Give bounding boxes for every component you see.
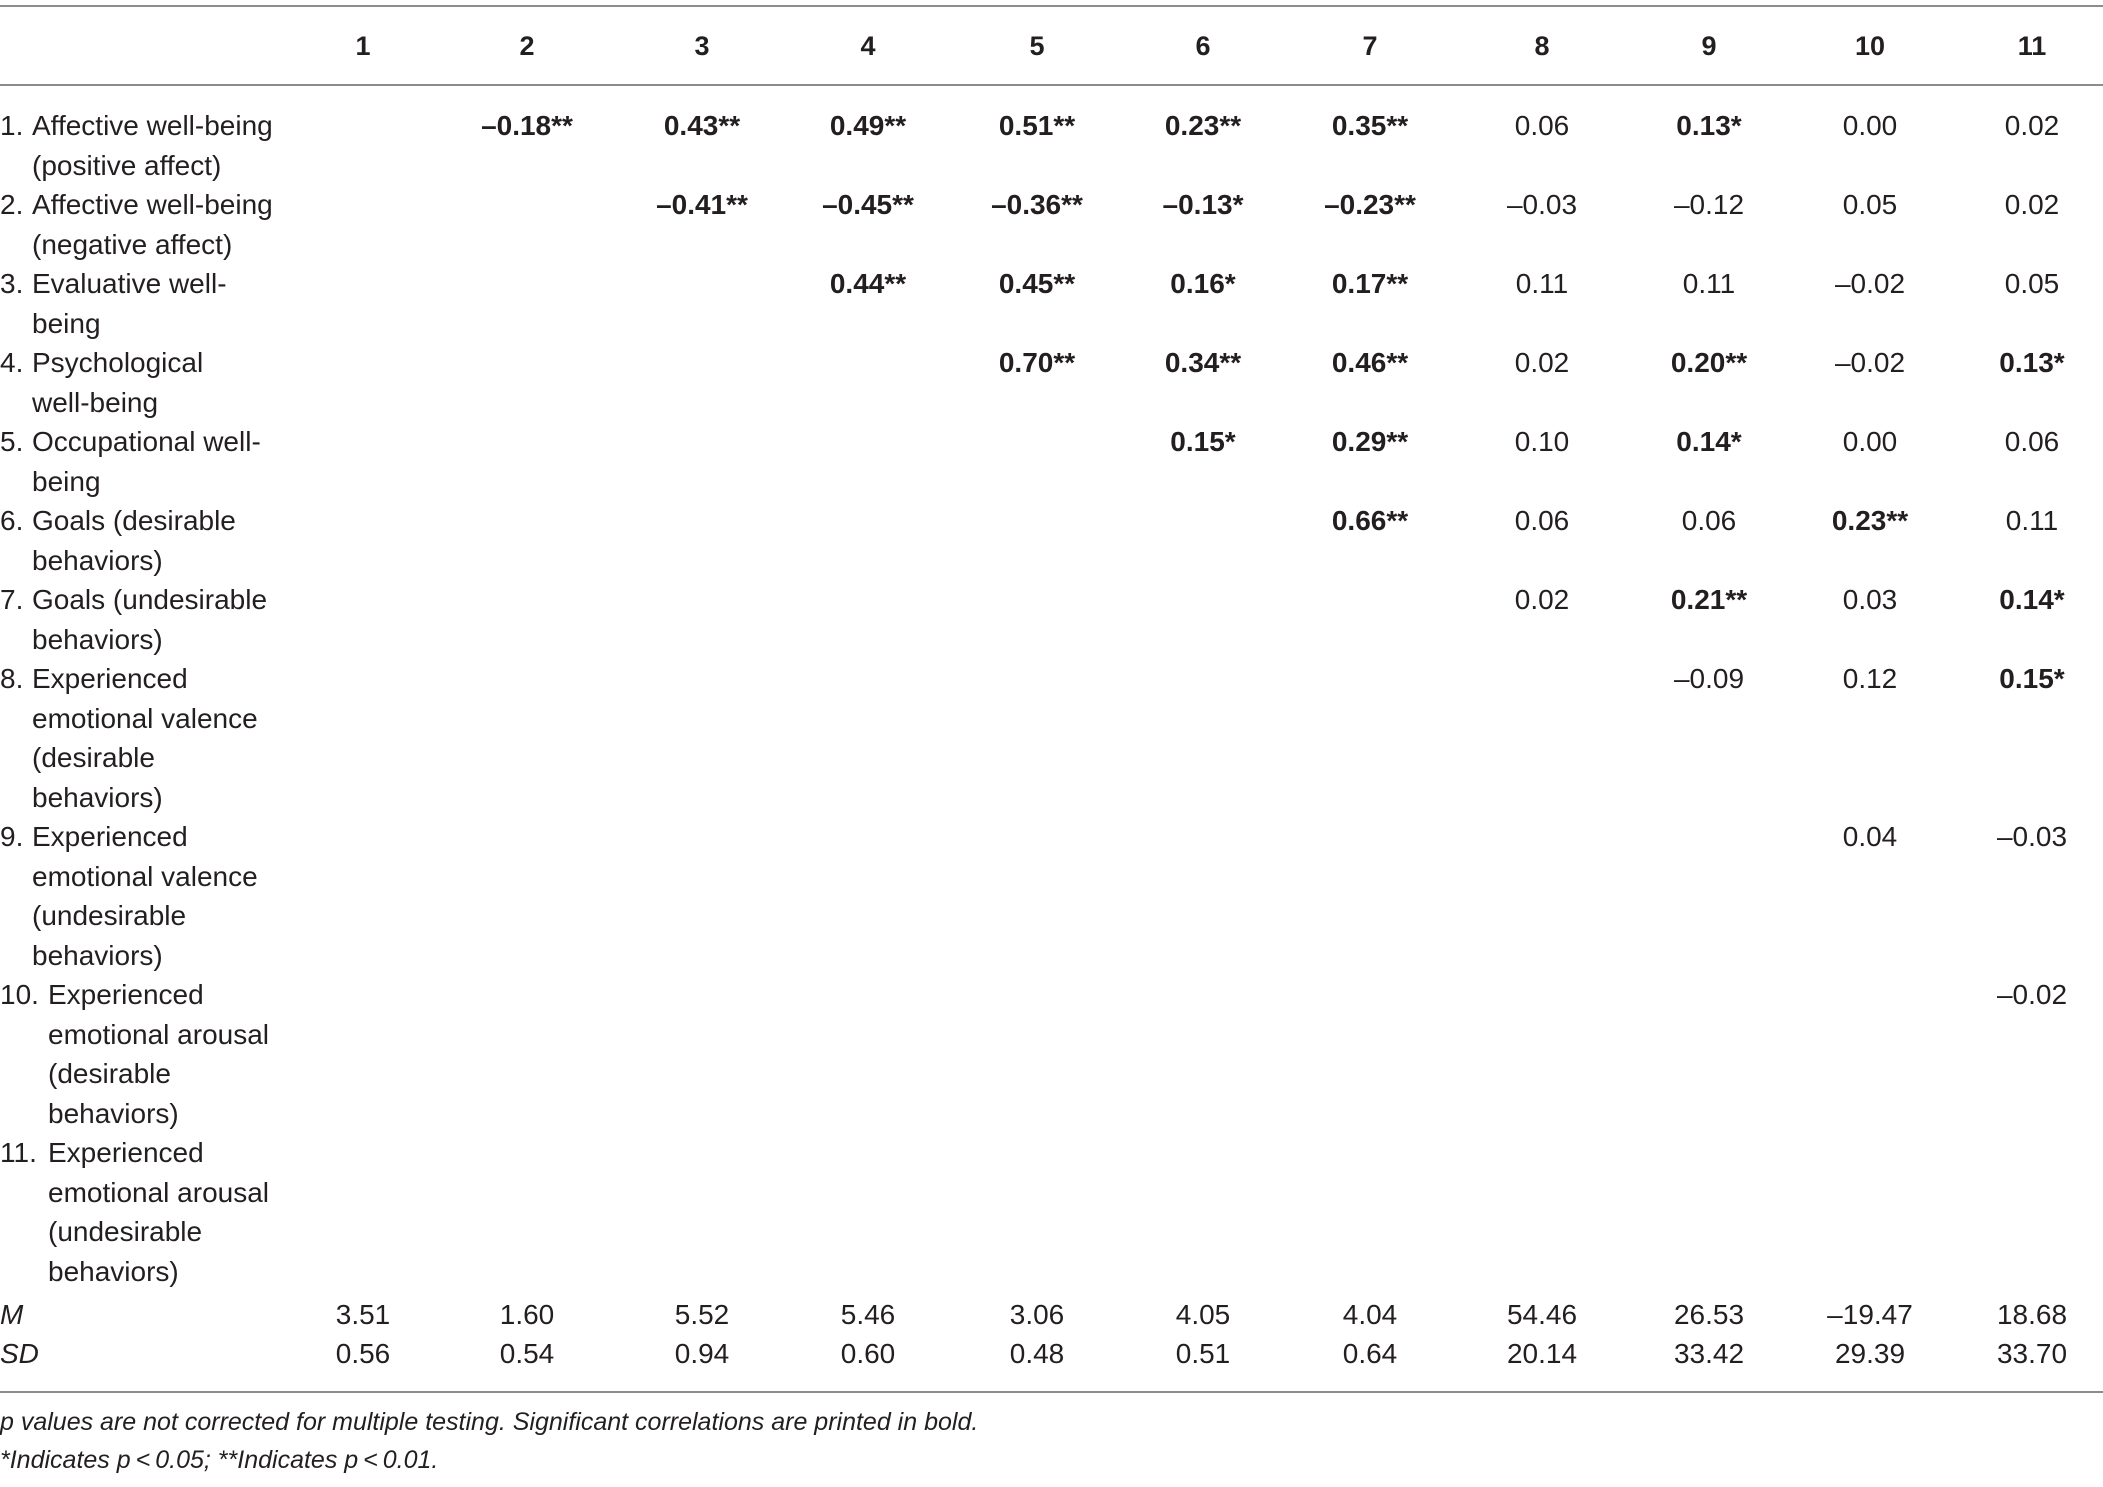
table-cell: 0.05 (1842, 189, 1898, 220)
table-cell: 0.14* (1999, 584, 2065, 615)
row-label-line (0, 620, 267, 660)
stats-cell: 54.46 (1506, 1299, 1578, 1330)
row-label-text: behaviors) (32, 939, 163, 971)
table-cell: 0.02 (1514, 347, 1570, 378)
row-label-line (0, 264, 227, 304)
row-label (0, 185, 273, 264)
table-cell: 0.13* (1999, 347, 2065, 378)
table-cell: –0.36** (991, 189, 1083, 220)
stats-cell: 0.51 (1175, 1338, 1231, 1369)
row-label-text: Affective well-being (32, 110, 273, 141)
table-cell: –0.45** (822, 189, 914, 220)
table-cell: 0.45** (998, 268, 1076, 299)
row-label-line (0, 1133, 269, 1173)
table-bottom-rule (0, 1391, 2103, 1393)
stats-cell: 4.04 (1342, 1299, 1398, 1330)
row-label-text: being (32, 465, 101, 497)
table-cell: –0.02 (1834, 268, 1906, 299)
row-label-line (0, 1054, 269, 1094)
row-label-line (0, 580, 267, 620)
stats-label: M (0, 1299, 24, 1330)
stats-cell: 5.46 (840, 1299, 896, 1330)
row-label (0, 264, 227, 343)
table-cell: 0.51** (998, 110, 1076, 141)
table-cell: 0.10 (1514, 426, 1570, 457)
row-label-line (0, 975, 269, 1015)
table-cell: 0.35** (1331, 110, 1409, 141)
stats-cell: 0.54 (499, 1338, 555, 1369)
table-cell: 0.29** (1331, 426, 1409, 457)
row-label-text: Experienced (32, 821, 188, 852)
row-label-line (0, 699, 258, 739)
table-cell: 0.21** (1670, 584, 1748, 615)
column-header-9: 9 (1701, 31, 1717, 61)
row-label-text: Experienced (48, 1137, 204, 1168)
row-label-line (0, 383, 203, 423)
row-label-line (0, 304, 227, 344)
row-label-text: Affective well-being (32, 189, 273, 220)
column-header-5: 5 (1029, 31, 1045, 61)
stats-cell: 33.42 (1673, 1338, 1745, 1369)
table-cell: –0.09 (1673, 663, 1745, 694)
table-cell: 0.16* (1170, 268, 1236, 299)
column-header-10: 10 (1854, 31, 1886, 61)
row-label-line (0, 778, 258, 818)
table-cell: 0.11 (2005, 505, 2059, 536)
table-cell: –0.41** (656, 189, 748, 220)
row-label (0, 1133, 269, 1291)
row-number: 2. (0, 189, 24, 220)
row-label (0, 659, 258, 817)
row-label-text: behaviors) (48, 1255, 179, 1287)
row-label-text: emotional arousal (48, 1176, 270, 1208)
row-label-line (0, 936, 258, 976)
row-label-line (0, 1252, 269, 1292)
stats-cell: 0.64 (1342, 1338, 1398, 1369)
table-cell: 0.20** (1670, 347, 1748, 378)
row-label-text: Evaluative well- (32, 268, 227, 299)
row-label-text: Goals (desirable (32, 505, 236, 536)
table-note-2: *Indicates p < 0.05; **Indicates p < 0.01. (0, 1446, 439, 1474)
table-cell: –0.13* (1162, 189, 1244, 220)
row-number: 4. (0, 347, 24, 378)
row-label-text: Occupational well- (32, 426, 261, 457)
row-label-line (0, 343, 203, 383)
row-label-text: (negative affect) (32, 228, 233, 260)
row-label-text: (undesirable (32, 900, 187, 932)
row-label-line (0, 422, 261, 462)
row-label-text: Psychological (32, 347, 204, 378)
table-cell: 0.34** (1164, 347, 1242, 378)
row-label-line (0, 146, 273, 186)
row-number: 7. (0, 584, 24, 615)
row-label-line (0, 106, 273, 146)
table-cell: 0.23** (1164, 110, 1242, 141)
stats-cell: 20.14 (1506, 1338, 1578, 1369)
table-top-rule (0, 5, 2103, 7)
row-label-line (0, 1094, 269, 1134)
table-cell: 0.02 (2004, 110, 2060, 141)
row-label (0, 580, 267, 659)
table-cell: 0.15* (1999, 663, 2065, 694)
table-cell: 0.44** (829, 268, 907, 299)
table-cell: –0.12 (1673, 189, 1745, 220)
row-label-line (0, 857, 258, 897)
row-label-line (0, 1015, 269, 1055)
row-label-text: (undesirable (48, 1216, 203, 1248)
row-label-line (0, 185, 273, 225)
row-label (0, 343, 203, 422)
table-cell: 0.13* (1676, 110, 1742, 141)
table-cell: 0.11 (1682, 268, 1736, 299)
row-label-text: well-being (32, 386, 159, 418)
row-label-line (0, 817, 258, 857)
row-label-text: emotional valence (32, 702, 258, 734)
stats-cell: 0.94 (674, 1338, 730, 1369)
column-header-2: 2 (519, 31, 535, 61)
column-header-8: 8 (1534, 31, 1550, 61)
row-label-line (0, 896, 258, 936)
row-label-line (0, 659, 258, 699)
table-cell: –0.02 (1996, 979, 2068, 1010)
table-cell: 0.06 (2004, 426, 2060, 457)
row-label-text: Experienced (48, 979, 204, 1010)
row-label-text: emotional arousal (48, 1018, 270, 1050)
stats-cell: 4.05 (1175, 1299, 1231, 1330)
column-header-1: 1 (355, 31, 371, 61)
row-label (0, 422, 261, 501)
stats-cell: 0.48 (1009, 1338, 1065, 1369)
row-number: 3. (0, 268, 24, 299)
row-label (0, 106, 273, 185)
column-header-11: 11 (2017, 31, 2047, 61)
table-header-rule (0, 84, 2103, 86)
row-label-text: behaviors) (48, 1097, 179, 1129)
table-cell: 0.14* (1676, 426, 1742, 457)
row-label-line (0, 501, 236, 541)
row-label-line (0, 462, 261, 502)
column-header-6: 6 (1195, 31, 1211, 61)
row-label-text: (positive affect) (32, 149, 222, 181)
stats-cell: 33.70 (1996, 1338, 2068, 1369)
row-label (0, 817, 258, 975)
table-cell: –0.03 (1506, 189, 1578, 220)
row-label-line (0, 225, 273, 265)
row-number: 10. (0, 979, 39, 1010)
row-label-text: Experienced (32, 663, 188, 694)
row-label-line (0, 1173, 269, 1213)
stats-cell: 29.39 (1834, 1338, 1906, 1369)
column-header-7: 7 (1362, 31, 1378, 61)
row-label (0, 501, 236, 580)
stats-cell: 3.51 (335, 1299, 391, 1330)
table-cell: 0.02 (1514, 584, 1570, 615)
table-cell: 0.23** (1831, 505, 1909, 536)
row-label-text: (desirable (48, 1058, 171, 1090)
row-number: 1. (0, 110, 24, 141)
table-cell: 0.12 (1842, 663, 1898, 694)
table-cell: –0.18** (481, 110, 573, 141)
table-cell: –0.03 (1996, 821, 2068, 852)
row-number: 9. (0, 821, 24, 852)
table-cell: 0.06 (1514, 110, 1570, 141)
table-cell: 0.66** (1331, 505, 1409, 536)
row-label-text: being (32, 307, 101, 339)
table-cell: 0.03 (1842, 584, 1898, 615)
row-number: 11. (0, 1137, 37, 1168)
row-number: 8. (0, 663, 24, 694)
stats-cell: 0.56 (335, 1338, 391, 1369)
row-label-text: emotional valence (32, 860, 258, 892)
table-cell: –0.23** (1324, 189, 1416, 220)
row-label (0, 975, 269, 1133)
table-cell: 0.46** (1331, 347, 1409, 378)
row-label-text: (desirable (32, 742, 155, 774)
table-cell: 0.00 (1842, 110, 1898, 141)
row-label-text: behaviors) (32, 623, 163, 655)
table-cell: 0.04 (1842, 821, 1898, 852)
row-label-line (0, 738, 258, 778)
row-label-line (0, 1212, 269, 1252)
table-cell: 0.11 (1515, 268, 1569, 299)
row-label-text: behaviors) (32, 781, 163, 813)
stats-cell: 18.68 (1996, 1299, 2068, 1330)
stats-cell: 1.60 (499, 1299, 555, 1330)
stats-cell: 26.53 (1673, 1299, 1745, 1330)
row-label-line (0, 541, 236, 581)
table-cell: 0.06 (1514, 505, 1570, 536)
table-cell: 0.06 (1681, 505, 1737, 536)
table-cell: 0.17** (1331, 268, 1409, 299)
stats-cell: 5.52 (674, 1299, 730, 1330)
row-number: 5. (0, 426, 24, 457)
table-note-1: p values are not corrected for multiple testing. Significant correlations are printed in bold. (0, 1408, 979, 1436)
table-cell: 0.49** (829, 110, 907, 141)
row-label-text: behaviors) (32, 544, 163, 576)
table-cell: 0.70** (998, 347, 1076, 378)
table-cell: –0.02 (1834, 347, 1906, 378)
table-cell: 0.05 (2004, 268, 2060, 299)
row-number: 6. (0, 505, 24, 536)
table-cell: 0.02 (2004, 189, 2060, 220)
stats-label: SD (0, 1338, 39, 1369)
stats-cell: 3.06 (1009, 1299, 1065, 1330)
table-cell: 0.43** (663, 110, 741, 141)
stats-cell: 0.60 (840, 1338, 896, 1369)
table-cell: 0.00 (1842, 426, 1898, 457)
stats-cell: –19.47 (1827, 1299, 1913, 1330)
row-label-text: Goals (undesirable (32, 584, 268, 615)
column-header-3: 3 (694, 31, 710, 61)
table-cell: 0.15* (1170, 426, 1236, 457)
column-header-4: 4 (860, 31, 876, 61)
